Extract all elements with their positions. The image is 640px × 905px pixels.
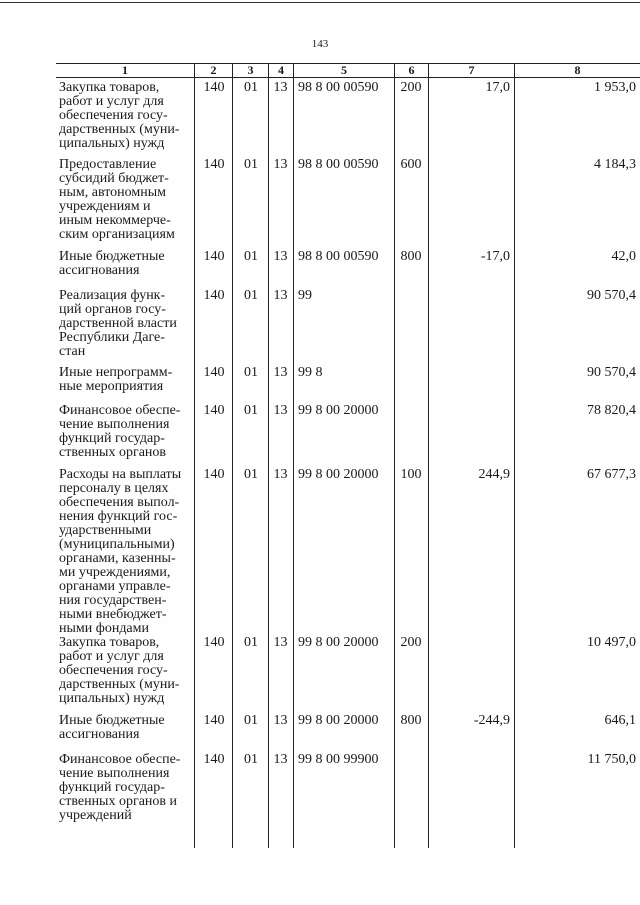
header-bottom-border <box>56 77 640 78</box>
row-name: Предоставление субсидий бюджет- ным, автономным учреждениям и иным некоммерче- ским организациям <box>59 157 175 242</box>
budget-table <box>56 63 640 848</box>
row-name: Финансовое обеспе- чение выполнения функций государ- ственных органов <box>59 403 181 460</box>
header-col-1: 1 <box>122 63 128 77</box>
header-col-3: 3 <box>247 63 254 77</box>
row-subsection: 13 <box>273 249 288 264</box>
row-code: 140 <box>203 713 225 728</box>
row-total-amount: 4 184,3 <box>594 157 636 172</box>
column-divider <box>232 63 233 848</box>
row-code: 140 <box>203 157 225 172</box>
row-subsection: 13 <box>273 403 288 418</box>
row-subsection: 13 <box>273 635 288 650</box>
header-col-6: 6 <box>408 63 415 77</box>
row-target-article: 99 <box>298 288 312 303</box>
row-name: Иные бюджетные ассигнования <box>59 713 165 742</box>
column-divider <box>394 63 395 848</box>
row-target-article: 98 8 00 00590 <box>298 249 379 264</box>
row-subsection: 13 <box>273 752 288 767</box>
row-total-amount: 11 750,0 <box>587 752 636 767</box>
header-col-2: 2 <box>210 63 217 77</box>
row-section: 01 <box>244 713 258 728</box>
row-subsection: 13 <box>273 288 288 303</box>
header-col-5: 5 <box>341 63 347 77</box>
row-name: Расходы на выплаты персоналу в целях обеспечения выпол- нения функций гос- ударственными (муниципальными) органами, казенны- ми учреждениями, органами управле- ния государствен- ными внебюджет- ными фондами <box>59 467 182 636</box>
row-total-amount: 646,1 <box>604 713 636 728</box>
row-section: 01 <box>244 403 258 418</box>
row-expense-type: 200 <box>400 80 422 95</box>
row-expense-type: 800 <box>400 713 422 728</box>
row-expense-type: 200 <box>400 635 422 650</box>
row-subsection: 13 <box>273 713 288 728</box>
row-change-amount: 244,9 <box>478 467 510 482</box>
row-code: 140 <box>203 80 225 95</box>
row-target-article: 99 8 00 20000 <box>298 713 379 728</box>
row-change-amount: 17,0 <box>485 80 510 95</box>
column-divider <box>194 63 195 848</box>
row-total-amount: 90 570,4 <box>587 288 636 303</box>
column-divider <box>514 63 515 848</box>
row-code: 140 <box>203 635 225 650</box>
row-name: Иные непрограмм- ные мероприятия <box>59 365 173 394</box>
page-number: 143 <box>311 38 329 50</box>
row-total-amount: 1 953,0 <box>594 80 636 95</box>
header-col-8: 8 <box>574 63 581 77</box>
row-expense-type: 600 <box>400 157 422 172</box>
row-code: 140 <box>203 365 225 380</box>
row-code: 140 <box>203 467 225 482</box>
row-section: 01 <box>244 157 258 172</box>
row-section: 01 <box>244 288 258 303</box>
row-expense-type: 800 <box>400 249 422 264</box>
row-total-amount: 10 497,0 <box>587 635 636 650</box>
row-total-amount: 42,0 <box>611 249 636 264</box>
row-section: 01 <box>244 365 258 380</box>
row-target-article: 99 8 00 20000 <box>298 467 379 482</box>
column-divider <box>428 63 429 848</box>
row-target-article: 99 8 <box>298 365 323 380</box>
row-target-article: 99 8 00 20000 <box>298 403 379 418</box>
row-section: 01 <box>244 249 258 264</box>
header-col-7: 7 <box>468 63 475 77</box>
row-name: Закупка товаров, работ и услуг для обеспечения госу- дарственных (муни- ципальных) нужд <box>59 80 180 151</box>
row-name: Реализация функ- ций органов госу- дарственной власти Республики Даге- стан <box>59 288 177 359</box>
row-total-amount: 78 820,4 <box>587 403 636 418</box>
row-code: 140 <box>203 752 225 767</box>
header-col-4: 4 <box>278 63 284 77</box>
row-section: 01 <box>244 752 258 767</box>
row-code: 140 <box>203 249 225 264</box>
row-change-amount: -17,0 <box>480 249 510 264</box>
row-subsection: 13 <box>273 157 288 172</box>
row-subsection: 13 <box>273 365 288 380</box>
row-expense-type: 100 <box>400 467 422 482</box>
row-subsection: 13 <box>273 80 288 95</box>
column-divider <box>268 63 269 848</box>
row-target-article: 98 8 00 00590 <box>298 80 379 95</box>
row-name: Закупка товаров, работ и услуг для обеспечения госу- дарственных (муни- ципальных) нужд <box>59 635 180 706</box>
row-name: Иные бюджетные ассигнования <box>59 249 165 278</box>
row-target-article: 99 8 00 99900 <box>298 752 379 767</box>
row-target-article: 98 8 00 00590 <box>298 157 379 172</box>
row-subsection: 13 <box>273 467 288 482</box>
row-section: 01 <box>244 635 258 650</box>
row-section: 01 <box>244 80 258 95</box>
row-change-amount: -244,9 <box>473 713 510 728</box>
row-total-amount: 67 677,3 <box>587 467 636 482</box>
row-total-amount: 90 570,4 <box>587 365 636 380</box>
column-divider <box>293 63 294 848</box>
row-section: 01 <box>244 467 258 482</box>
row-code: 140 <box>203 288 225 303</box>
top-border-line <box>0 2 640 3</box>
row-target-article: 99 8 00 20000 <box>298 635 379 650</box>
row-code: 140 <box>203 403 225 418</box>
row-name: Финансовое обеспе- чение выполнения функций государ- ственных органов и учреждений <box>59 752 181 823</box>
